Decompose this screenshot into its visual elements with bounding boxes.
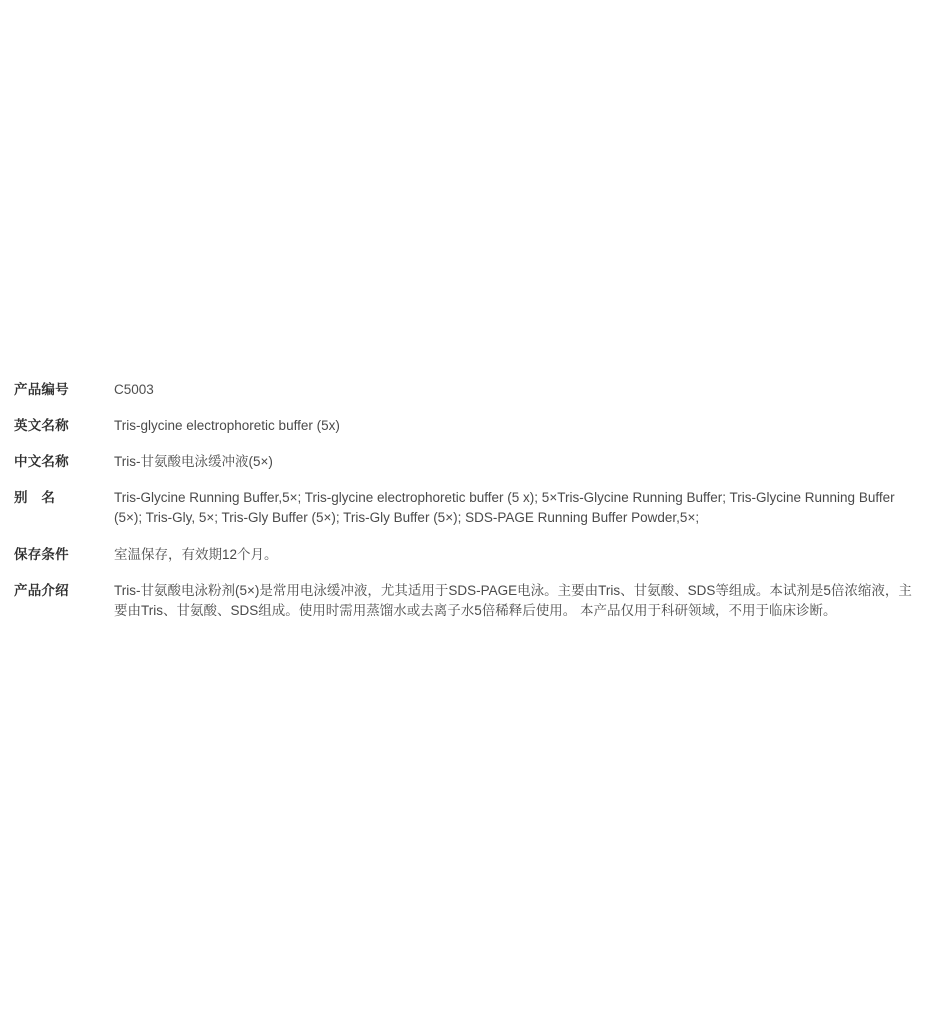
spec-row-chinese-name bbox=[14, 452, 924, 471]
spec-row-introduction bbox=[14, 581, 924, 621]
spec-label-introduction: 产品介绍 bbox=[14, 583, 69, 598]
product-spec-sheet bbox=[14, 380, 924, 638]
spec-label-english-name: 英文名称 bbox=[14, 418, 69, 433]
spec-value-product-code: C5003 bbox=[114, 382, 154, 397]
spec-row-product-code bbox=[14, 380, 924, 399]
spec-label-storage-condition: 保存条件 bbox=[14, 547, 69, 562]
spec-row-alias bbox=[14, 488, 924, 528]
spec-value-storage-condition: 室温保存，有效期12个月。 bbox=[114, 547, 278, 562]
spec-label-chinese-name: 中文名称 bbox=[14, 454, 69, 469]
spec-label-alias: 别 名 bbox=[14, 490, 56, 505]
spec-value-introduction: Tris-甘氨酸电泳粉剂(5×)是常用电泳缓冲液，尤其适用于SDS-PAGE电泳。主要由Tris、甘氨酸、SDS等组成。本试剂是5倍浓缩液，主要由Tris、甘氨酸、SDS组成。使用时需用蒸馏水或去离子水5倍稀释后使用。 本产品仅用于科研领域，不用于临床诊断。 bbox=[114, 583, 912, 618]
spec-value-english-name: Tris-glycine electrophoretic buffer (5x) bbox=[114, 418, 340, 433]
spec-value-chinese-name: Tris-甘氨酸电泳缓冲液(5×) bbox=[114, 454, 273, 469]
spec-row-english-name bbox=[14, 416, 924, 435]
spec-value-alias: Tris-Glycine Running Buffer,5×; Tris-glycine electrophoretic buffer (5 x); 5×Tris-Glycine Running Buffer; Tris-Glycine Running Buffer (5×); Tris-Gly, 5×; Tris-Gly Buffer (5×); Tris-Gly Buffer (5×); SDS-PAGE Running Buffer Powder,5×; bbox=[114, 490, 895, 525]
spec-label-product-code: 产品编号 bbox=[14, 382, 69, 397]
spec-row-storage-condition bbox=[14, 545, 924, 564]
